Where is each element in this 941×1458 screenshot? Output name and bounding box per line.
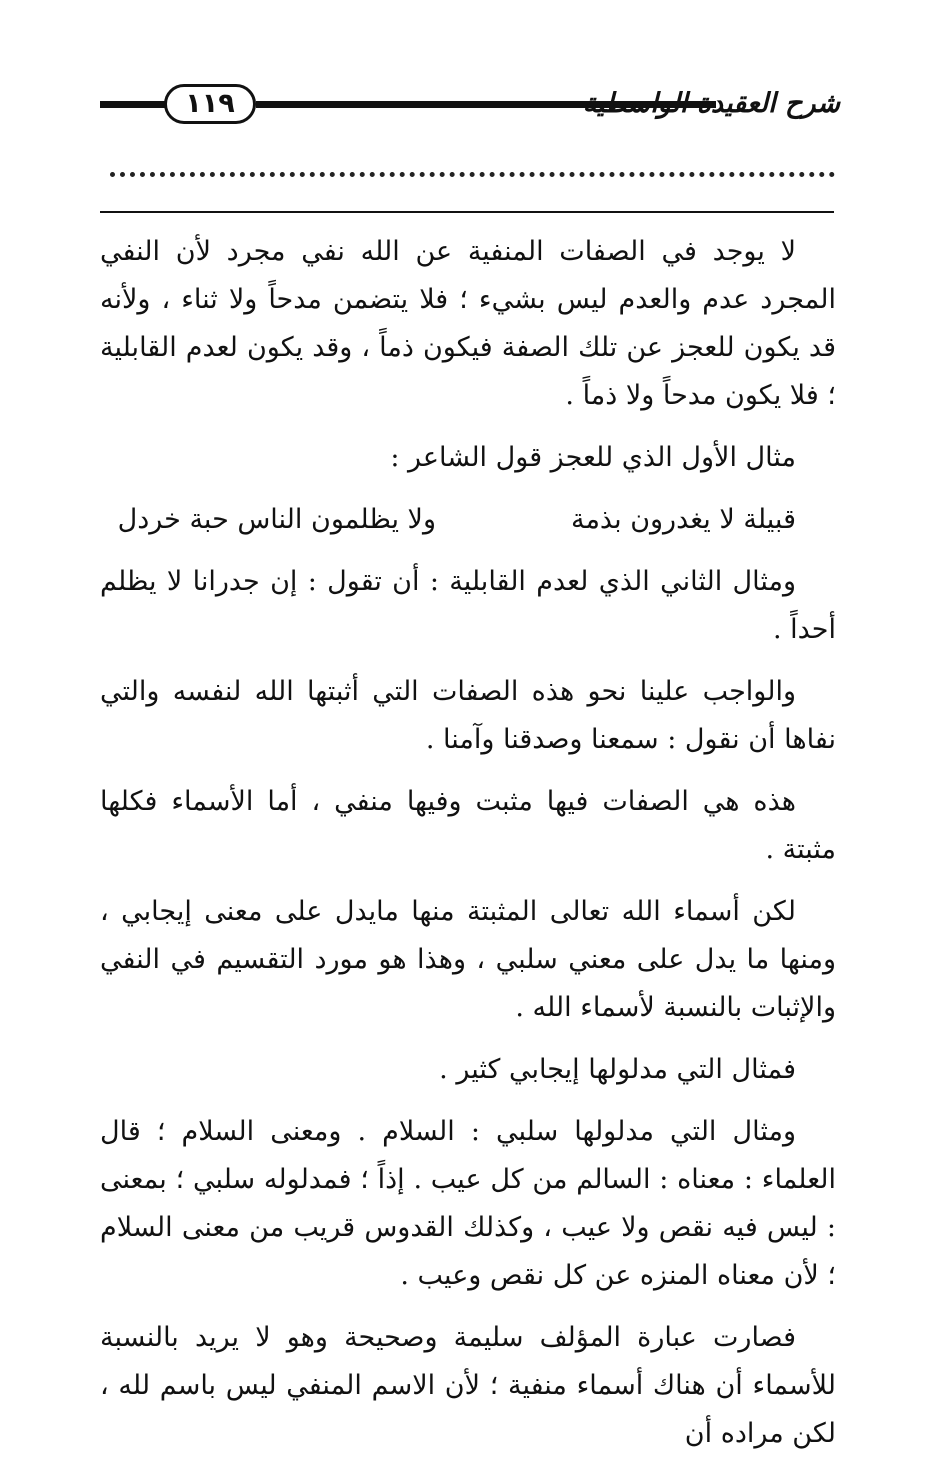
paragraph-8: ومثال التي مدلولها سلبي : السلام . ومعنى السلام ؛ قال العلماء : معناه : السالم من كل عيب . إذاً ؛ فمدلوله سلبي ؛ بمعنى : ليس فيه نقص ولا عيب ، وكذلك القدوس قريب من معنى السلام ؛ لأن معناه المنزه عن كل نقص وعيب .	[100, 1116, 836, 1291]
paragraph-5: هذه هي الصفات فيها مثبت وفيها منفي ، أما الأسماء فكلها مثبتة .	[100, 786, 836, 865]
dotted-divider	[110, 172, 835, 177]
page-number: ١١٩	[164, 84, 256, 124]
paragraph-2: مثال الأول الذي للعجز قول الشاعر :	[390, 442, 796, 473]
verse-second-hemistich: ولا يظلمون الناس حبة خردل	[117, 504, 436, 535]
poetry-verse	[100, 496, 836, 544]
paragraph-9: فصارت عبارة المؤلف سليمة وصحيحة وهو لا يريد بالنسبة للأسماء أن هناك أسماء منفية ؛ لأن الاسم المنفي ليس باسم لله ، لكن مراده أن	[100, 1322, 836, 1449]
paragraph-7: فمثال التي مدلولها إيجابي كثير .	[439, 1054, 796, 1085]
book-title: شرح العقيدة الواسطية	[582, 88, 840, 119]
verse-first-hemistich: قبيلة لا يغدرون بذمة	[570, 504, 796, 535]
page-header	[100, 80, 840, 128]
page-body	[100, 228, 836, 1449]
paragraph-1: لا يوجد في الصفات المنفية عن الله نفي مجرد لأن النفي المجرد عدم والعدم ليس بشيء ؛ فلا يتضمن مدحاً ولا ثناء ، ولأنه قد يكون للعجز عن تلك الصفة فيكون ذماً ، وقد يكون لعدم القابلية ؛ فلا يكون مدحاً ولا ذماً .	[100, 236, 836, 411]
paragraph-4: والواجب علينا نحو هذه الصفات التي أثبتها الله لنفسه والتي نفاها أن نقول : سمعنا وصدقنا وآمنا .	[100, 676, 836, 755]
paragraph-3: ومثال الثاني الذي لعدم القابلية : أن تقول : إن جدرانا لا يظلم أحداً .	[100, 566, 836, 645]
footnote-divider	[100, 211, 834, 213]
header-rule-left	[100, 101, 166, 108]
paragraph-6: لكن أسماء الله تعالى المثبتة منها مايدل على معنى إيجابي ، ومنها ما يدل على معني سلبي ، وهذا هو مورد التقسيم في النفي والإثبات بالنسبة لأسماء الله .	[100, 896, 836, 1023]
